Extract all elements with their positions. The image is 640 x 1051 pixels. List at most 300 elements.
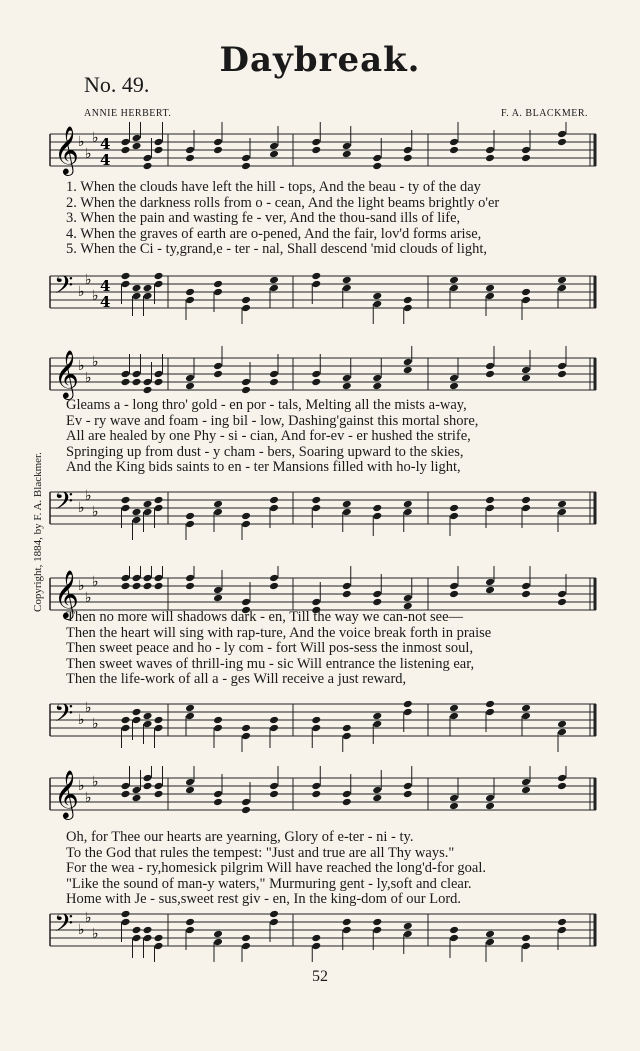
note-head [311, 724, 321, 733]
note-head [557, 728, 567, 737]
note-head [132, 378, 142, 387]
lyrics-system-2 [66, 398, 606, 476]
note-head [185, 786, 195, 795]
note-head [241, 934, 251, 943]
lyric-line: All are healed by one Phy - si - cian, And for-ev - er hushed the strife, [66, 428, 471, 445]
note-head [449, 146, 459, 155]
note-head [557, 508, 567, 517]
note-head [121, 138, 131, 147]
note-head [213, 594, 223, 603]
note-head [269, 284, 279, 293]
flat-icon: ♭ [85, 272, 92, 288]
note-head [132, 708, 142, 717]
note-head [403, 146, 413, 155]
lyrics-system-1 [66, 180, 606, 258]
note-head [121, 280, 131, 289]
note-head [143, 292, 153, 301]
note-head [143, 386, 153, 395]
note-head [403, 922, 413, 931]
note-head [241, 296, 251, 305]
note-head [372, 918, 382, 927]
note-head [121, 724, 131, 733]
note-head [132, 934, 142, 943]
bass-clef-icon: 𝄢 [54, 699, 74, 734]
note-head [311, 280, 321, 289]
note-head [121, 504, 131, 513]
note-head [269, 918, 279, 927]
lyric-line: 3. When the pain and wasting fe - ver, And the thou-sand ills of life, [66, 210, 461, 227]
note-head [311, 934, 321, 943]
note-head [121, 146, 131, 155]
note-head [485, 708, 495, 717]
note-head [185, 918, 195, 927]
note-head [121, 582, 131, 591]
note-head [241, 724, 251, 733]
note-head [403, 594, 413, 603]
bass-staff-2 [48, 480, 598, 540]
note-head [557, 926, 567, 935]
note-head [449, 712, 459, 721]
note-head [521, 786, 531, 795]
note-head [185, 778, 195, 787]
note-head [311, 138, 321, 147]
note-head [143, 574, 153, 583]
flat-icon: ♭ [92, 716, 99, 732]
note-head [269, 370, 279, 379]
note-head [185, 926, 195, 935]
note-head [342, 150, 352, 159]
note-head [342, 724, 352, 733]
note-head [342, 798, 352, 807]
note-head [121, 716, 131, 725]
lyric-line: 5. When the Ci - ty,grand,e - ter - nal, Shall descend 'mid clouds of light, [66, 241, 488, 258]
note-head [269, 782, 279, 791]
note-head [403, 508, 413, 517]
lyric-line: 1. When the clouds have left the hill - tops, And the beau - ty of the day [66, 179, 481, 195]
note-head [154, 146, 164, 155]
note-head [557, 276, 567, 285]
lyric-line: Ev - ry wave and foam - ing bil - low, Dashing'gainst this mortal shore, [66, 412, 479, 429]
note-head [521, 934, 531, 943]
note-head [485, 146, 495, 155]
note-head [143, 284, 153, 293]
note-head [143, 162, 153, 171]
flat-icon: ♭ [85, 910, 92, 926]
note-head [121, 370, 131, 379]
note-head [449, 794, 459, 803]
copyright-notice: Copyright, 1884, by F. A. Blackmer. [32, 452, 44, 612]
flat-icon: ♭ [92, 774, 99, 790]
bass-clef-icon: 𝄢 [54, 487, 74, 522]
note-head [241, 732, 251, 741]
note-head [342, 284, 352, 293]
composer-credit: F. A. BLACKMER. [501, 108, 588, 119]
note-head [213, 500, 223, 509]
note-head [269, 790, 279, 799]
note-head [132, 926, 142, 935]
note-head [342, 918, 352, 927]
note-head [403, 500, 413, 509]
lyrics-system-4 [66, 830, 606, 908]
note-head [185, 704, 195, 713]
note-head [403, 154, 413, 163]
note-head [311, 496, 321, 505]
note-head [521, 704, 531, 713]
lyrics-system-3 [66, 610, 606, 688]
note-head [154, 942, 164, 951]
flat-icon: ♭ [92, 926, 99, 942]
flat-icon: ♭ [85, 590, 92, 606]
note-head [342, 500, 352, 509]
note-head [143, 500, 153, 509]
lyric-line: Then sweet waves of thrill-ing mu - sic Will entrance the listening ear, [66, 655, 475, 672]
note-head [485, 496, 495, 505]
note-head [342, 142, 352, 151]
note-head [132, 508, 142, 517]
lyric-line: For the wea - ry,homesick pilgrim Will have reached the long'd-for goal. [66, 860, 486, 877]
note-head [154, 138, 164, 147]
note-head [213, 930, 223, 939]
flat-icon: ♭ [92, 130, 99, 146]
note-head [485, 154, 495, 163]
note-head [143, 582, 153, 591]
note-head [185, 146, 195, 155]
note-head [342, 582, 352, 591]
note-head [557, 598, 567, 607]
note-head [154, 582, 164, 591]
note-head [485, 284, 495, 293]
bass-staff-4 [48, 902, 598, 962]
note-head [372, 300, 382, 309]
note-head [557, 782, 567, 791]
note-head [154, 934, 164, 943]
note-head [241, 154, 251, 163]
note-head [403, 358, 413, 367]
note-head [269, 582, 279, 591]
note-head [557, 130, 567, 139]
treble-clef-icon: 𝄞 [54, 125, 79, 174]
note-head [557, 774, 567, 783]
note-head [269, 724, 279, 733]
flat-icon: ♭ [78, 578, 85, 594]
note-head [311, 782, 321, 791]
page-title: Daybreak. [219, 40, 421, 80]
note-head [143, 934, 153, 943]
lyric-line: Then the heart will sing with rap-ture, And the voice break forth in praise [66, 624, 492, 641]
note-head [311, 370, 321, 379]
lyric-line: "Like the sound of man-y waters," Murmuring gent - ly,soft and clear. [66, 875, 472, 892]
note-head [241, 598, 251, 607]
note-head [311, 146, 321, 155]
note-head [154, 782, 164, 791]
note-head [311, 272, 321, 281]
note-head [485, 370, 495, 379]
note-head [557, 918, 567, 927]
note-head [185, 582, 195, 591]
treble-clef-icon: 𝄞 [54, 569, 79, 618]
note-head [241, 520, 251, 529]
note-head [132, 574, 142, 583]
lyric-line: 2. When the darkness rolls from o - cean, And the light beams brightly o'er [66, 194, 500, 211]
note-head [132, 284, 142, 293]
lyric-line: Then no more will shadows dark - en, Till the way we can-not see— [66, 609, 464, 625]
flat-icon: ♭ [78, 778, 85, 794]
note-head [121, 782, 131, 791]
note-head [485, 578, 495, 587]
note-head [213, 370, 223, 379]
note-head [143, 378, 153, 387]
note-head [521, 590, 531, 599]
note-head [449, 512, 459, 521]
note-head [241, 942, 251, 951]
note-head [269, 910, 279, 919]
note-head [557, 500, 567, 509]
note-head [372, 162, 382, 171]
note-head [372, 512, 382, 521]
note-head [342, 382, 352, 391]
note-head [213, 138, 223, 147]
time-signature-bottom: 4 [100, 293, 111, 311]
note-head [372, 154, 382, 163]
note-head [269, 378, 279, 387]
flat-icon: ♭ [85, 790, 92, 806]
note-head [485, 794, 495, 803]
note-head [154, 574, 164, 583]
lyric-line: Then the life-work of all a - ges Will receive a just reward, [66, 671, 407, 688]
flat-icon: ♭ [92, 504, 99, 520]
note-head [372, 720, 382, 729]
note-head [557, 370, 567, 379]
note-head [121, 910, 131, 919]
treble-staff-4 [48, 766, 598, 826]
treble-clef-icon: 𝄞 [54, 349, 79, 398]
note-head [185, 520, 195, 529]
bass-clef-icon: 𝄢 [54, 271, 74, 306]
lyric-line: Home with Je - sus,sweet rest giv - en, In the king-dom of our Lord. [66, 891, 462, 908]
note-head [449, 382, 459, 391]
note-head [403, 790, 413, 799]
note-head [154, 790, 164, 799]
note-head [485, 586, 495, 595]
note-head [521, 712, 531, 721]
note-head [449, 704, 459, 713]
note-head [185, 512, 195, 521]
note-head [213, 146, 223, 155]
flat-icon: ♭ [85, 700, 92, 716]
note-head [241, 162, 251, 171]
note-head [143, 774, 153, 783]
note-head [311, 378, 321, 387]
note-head [269, 574, 279, 583]
note-head [342, 790, 352, 799]
note-head [121, 496, 131, 505]
note-head [485, 938, 495, 947]
note-head [132, 134, 142, 143]
lyric-line: Gleams a - long thro' gold - en por - tals, Melting all the mists a-way, [66, 397, 467, 413]
note-head [342, 926, 352, 935]
note-head [213, 716, 223, 725]
flat-icon: ♭ [78, 134, 85, 150]
note-head [311, 504, 321, 513]
bass-staff-3 [48, 692, 598, 752]
note-head [213, 288, 223, 297]
note-head [485, 930, 495, 939]
note-head [403, 782, 413, 791]
note-head [342, 374, 352, 383]
note-head [121, 574, 131, 583]
note-head [403, 304, 413, 313]
note-head [521, 942, 531, 951]
note-head [241, 798, 251, 807]
note-head [154, 280, 164, 289]
note-head [213, 280, 223, 289]
note-head [557, 590, 567, 599]
note-head [121, 272, 131, 281]
note-head [557, 362, 567, 371]
note-head [143, 926, 153, 935]
note-head [521, 496, 531, 505]
lyric-line: Springing up from dust - y cham - bers, Soaring upward to the skies, [66, 443, 464, 460]
note-head [372, 504, 382, 513]
note-head [403, 700, 413, 709]
note-head [403, 930, 413, 939]
note-head [143, 712, 153, 721]
flat-icon: ♭ [78, 712, 85, 728]
bass-clef-icon: 𝄢 [54, 909, 74, 944]
note-head [154, 496, 164, 505]
note-head [342, 276, 352, 285]
note-head [372, 374, 382, 383]
note-head [132, 794, 142, 803]
flat-icon: ♭ [78, 358, 85, 374]
note-head [449, 802, 459, 811]
note-head [185, 712, 195, 721]
note-head [342, 732, 352, 741]
note-head [311, 942, 321, 951]
note-head [521, 154, 531, 163]
note-head [521, 582, 531, 591]
lyric-line: To the God that rules the tempest: "Just and true are all Thy ways." [66, 844, 455, 861]
note-head [132, 582, 142, 591]
note-head [213, 798, 223, 807]
note-head [449, 504, 459, 513]
note-head [143, 720, 153, 729]
flat-icon: ♭ [85, 488, 92, 504]
note-head [449, 590, 459, 599]
note-head [521, 288, 531, 297]
note-head [521, 374, 531, 383]
note-head [185, 288, 195, 297]
note-head [154, 378, 164, 387]
note-head [485, 700, 495, 709]
bass-staff-1 [48, 264, 598, 324]
note-head [154, 716, 164, 725]
lyric-line: And the King bids saints to en - ter Mansions filled with ho-ly light, [66, 459, 461, 476]
note-head [485, 362, 495, 371]
note-head [449, 934, 459, 943]
flat-icon: ♭ [78, 500, 85, 516]
time-signature-top: 4 [100, 135, 111, 153]
note-head [372, 598, 382, 607]
note-head [241, 806, 251, 815]
note-head [132, 716, 142, 725]
note-head [372, 794, 382, 803]
hymn-number: No. 49. [84, 72, 150, 97]
flat-icon: ♭ [78, 922, 85, 938]
note-head [269, 504, 279, 513]
note-head [143, 782, 153, 791]
note-head [213, 724, 223, 733]
flat-icon: ♭ [85, 146, 92, 162]
note-head [449, 138, 459, 147]
note-head [449, 374, 459, 383]
note-head [241, 378, 251, 387]
time-signature-top: 4 [100, 277, 111, 295]
lyric-line: 4. When the graves of earth are o-pened, And the fair, lov'd forms arise, [66, 225, 482, 242]
note-head [269, 276, 279, 285]
note-head [185, 296, 195, 305]
note-head [449, 276, 459, 285]
note-head [342, 508, 352, 517]
note-head [449, 582, 459, 591]
note-head [269, 716, 279, 725]
note-head [132, 142, 142, 151]
note-head [143, 154, 153, 163]
note-head [557, 284, 567, 293]
lyric-line: Then sweet peace and ho - ly com - fort Will pos-sess the inmost soul, [66, 640, 474, 657]
note-head [557, 138, 567, 147]
note-head [154, 370, 164, 379]
note-head [372, 382, 382, 391]
flat-icon: ♭ [92, 288, 99, 304]
note-head [132, 786, 142, 795]
note-head [403, 366, 413, 375]
time-signature-bottom: 4 [100, 151, 111, 169]
note-head [449, 926, 459, 935]
note-head [342, 590, 352, 599]
note-head [521, 366, 531, 375]
note-head [132, 516, 142, 525]
note-head [403, 708, 413, 717]
note-head [269, 142, 279, 151]
note-head [121, 378, 131, 387]
note-head [213, 586, 223, 595]
note-head [372, 786, 382, 795]
note-head [521, 146, 531, 155]
note-head [485, 292, 495, 301]
note-head [241, 512, 251, 521]
note-head [311, 716, 321, 725]
note-head [557, 720, 567, 729]
note-head [213, 508, 223, 517]
note-head [311, 790, 321, 799]
note-head [132, 292, 142, 301]
note-head [269, 150, 279, 159]
flat-icon: ♭ [92, 574, 99, 590]
author-credit: ANNIE HERBERT. [84, 108, 172, 119]
note-head [121, 790, 131, 799]
note-head [372, 926, 382, 935]
flat-icon: ♭ [92, 354, 99, 370]
treble-staff-1 [48, 122, 598, 182]
note-head [521, 504, 531, 513]
page-number: 52 [312, 968, 328, 985]
note-head [154, 504, 164, 513]
note-head [143, 508, 153, 517]
lyric-line: Oh, for Thee our hearts are yearning, Glory of e-ter - ni - ty. [66, 829, 414, 845]
note-head [185, 574, 195, 583]
flat-icon: ♭ [85, 370, 92, 386]
